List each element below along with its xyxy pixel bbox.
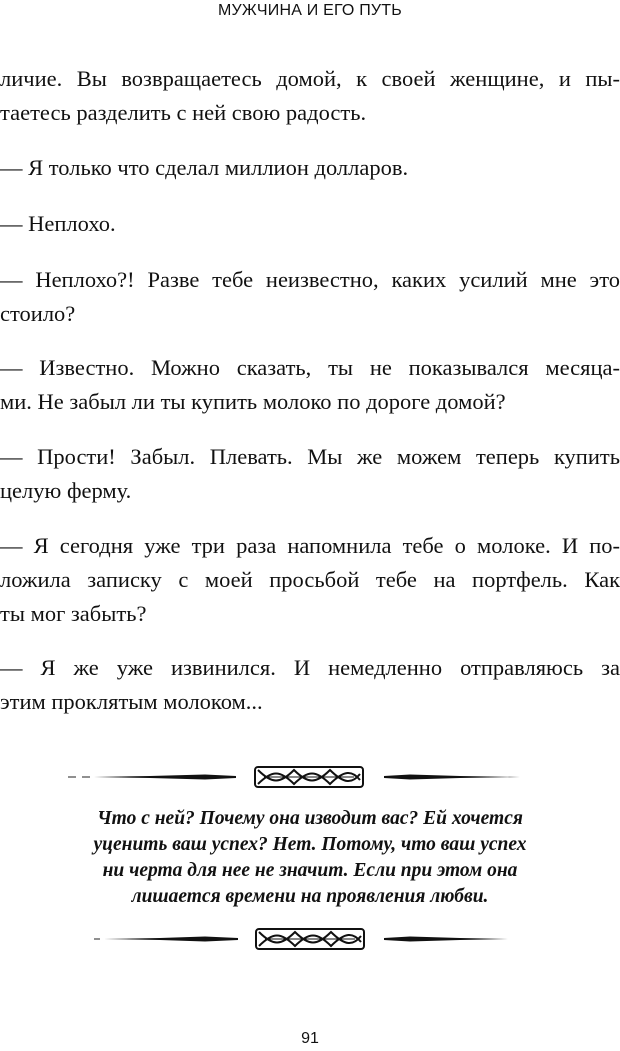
paragraph-8 — [0, 651, 620, 719]
text-line: ты мог забыть? — [0, 601, 147, 626]
celtic-knot-icon — [256, 929, 364, 949]
text-line: стоило? — [0, 301, 76, 326]
paragraph-2 — [0, 151, 620, 185]
divider-left-stroke — [104, 937, 238, 942]
text-line: — Я сегодня уже три раза напомнила тебе о молоке. И по- — [0, 533, 620, 558]
celtic-knot-icon — [255, 767, 363, 787]
paragraph-7 — [0, 529, 620, 631]
text-line: — Известно. Можно сказать, ты не показывался месяца- — [0, 355, 620, 380]
callout-line: ни черта для нее не значит. Если при этом она — [102, 860, 518, 881]
text-line: личие. Вы возвращаетесь домой, к своей женщине, и пы- — [0, 66, 620, 91]
page-number: 91 — [301, 1030, 319, 1047]
paragraph-6 — [0, 440, 620, 508]
text-line: — Неплохо. — [0, 211, 116, 236]
divider-right-stroke — [384, 775, 520, 780]
divider-right-stroke — [384, 937, 508, 942]
celtic-knot-divider-bottom — [0, 924, 620, 952]
text-line: ми. Не забыл ли ты купить молоко по дороге домой? — [0, 389, 506, 414]
text-line: таетесь разделить с ней свою радость. — [0, 100, 367, 125]
celtic-knot-divider-top — [0, 762, 620, 790]
running-head: МУЖЧИНА И ЕГО ПУТЬ — [218, 2, 402, 19]
paragraph-4 — [0, 263, 620, 331]
callout-quote — [40, 806, 580, 910]
text-line: — Неплохо?! Разве тебе неизвестно, каких усилий мне это — [0, 267, 620, 292]
paragraph-1 — [0, 62, 620, 130]
paragraph-5 — [0, 351, 620, 419]
text-line: — Я только что сделал миллион долларов. — [0, 155, 409, 180]
paragraph-3 — [0, 207, 620, 241]
text-line: — Я же уже извинился. И немедленно отправляюсь за — [0, 655, 620, 680]
callout-line: Что с ней? Почему она изводит вас? Ей хочется — [97, 808, 523, 829]
text-line: целую ферму. — [0, 478, 132, 503]
text-line: — Прости! Забыл. Плевать. Мы же можем теперь купить — [0, 444, 620, 469]
callout-line: уценить ваш успех? Нет. Потому, что ваш успех — [93, 834, 527, 855]
text-line: этим проклятым молоком... — [0, 689, 263, 714]
callout-line: лишается времени на проявления любви. — [131, 886, 489, 907]
divider-left-stroke — [94, 775, 236, 780]
text-line: ложила записку с моей просьбой тебе на портфель. Как — [0, 567, 620, 592]
